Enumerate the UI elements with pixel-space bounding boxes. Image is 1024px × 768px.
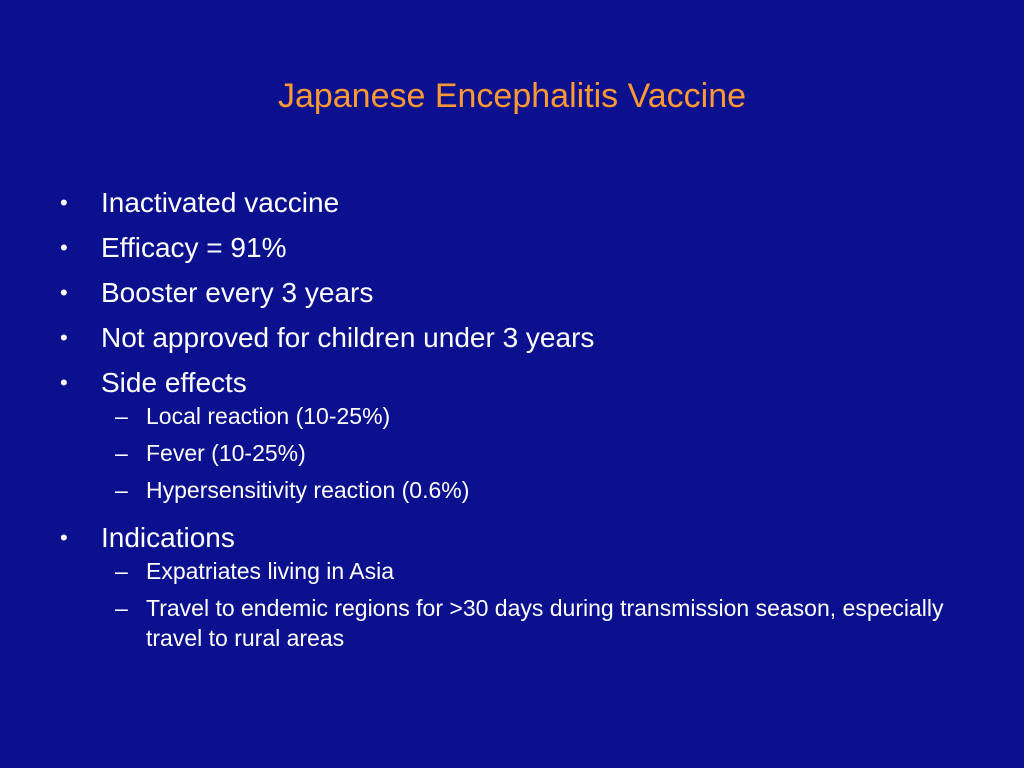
bullet-icon: • bbox=[60, 525, 68, 550]
sub-bullet-item bbox=[58, 401, 958, 431]
bullet-text: Not approved for children under 3 years bbox=[101, 322, 595, 353]
bullet-item bbox=[58, 182, 958, 227]
sub-bullet-text: Hypersensitivity reaction (0.6%) bbox=[146, 477, 470, 503]
bullet-text: Indications bbox=[101, 522, 235, 553]
sub-bullet-text: Fever (10-25%) bbox=[146, 440, 306, 466]
bullet-text: Efficacy = 91% bbox=[101, 232, 287, 263]
sub-bullet-item bbox=[58, 438, 958, 468]
bullet-icon: • bbox=[60, 325, 68, 350]
dash-icon: – bbox=[115, 403, 128, 429]
sub-bullet-text: Expatriates living in Asia bbox=[146, 558, 395, 584]
sub-bullet-item bbox=[58, 556, 958, 586]
dash-icon: – bbox=[115, 595, 128, 621]
bullet-item bbox=[58, 227, 958, 272]
bullet-icon: • bbox=[60, 235, 68, 260]
bullet-text: Side effects bbox=[101, 367, 247, 398]
bullet-list bbox=[58, 182, 958, 660]
dash-icon: – bbox=[115, 440, 128, 466]
sub-bullet-item bbox=[58, 593, 958, 653]
bullet-item bbox=[58, 272, 958, 317]
bullet-icon: • bbox=[60, 280, 68, 305]
bullet-icon: • bbox=[60, 190, 68, 215]
slide-title: Japanese Encephalitis Vaccine bbox=[277, 77, 747, 115]
bullet-text: Inactivated vaccine bbox=[101, 187, 340, 218]
bullet-icon: • bbox=[60, 370, 68, 395]
dash-icon: – bbox=[115, 477, 128, 503]
sub-bullet-item bbox=[58, 475, 958, 505]
bullet-item bbox=[58, 317, 958, 362]
sub-bullet-text: Travel to endemic regions for >30 days during transmission season, especially travel to rural areas bbox=[146, 595, 944, 651]
sub-bullet-text: Local reaction (10-25%) bbox=[146, 403, 391, 429]
dash-icon: – bbox=[115, 558, 128, 584]
bullet-text: Booster every 3 years bbox=[101, 277, 374, 308]
